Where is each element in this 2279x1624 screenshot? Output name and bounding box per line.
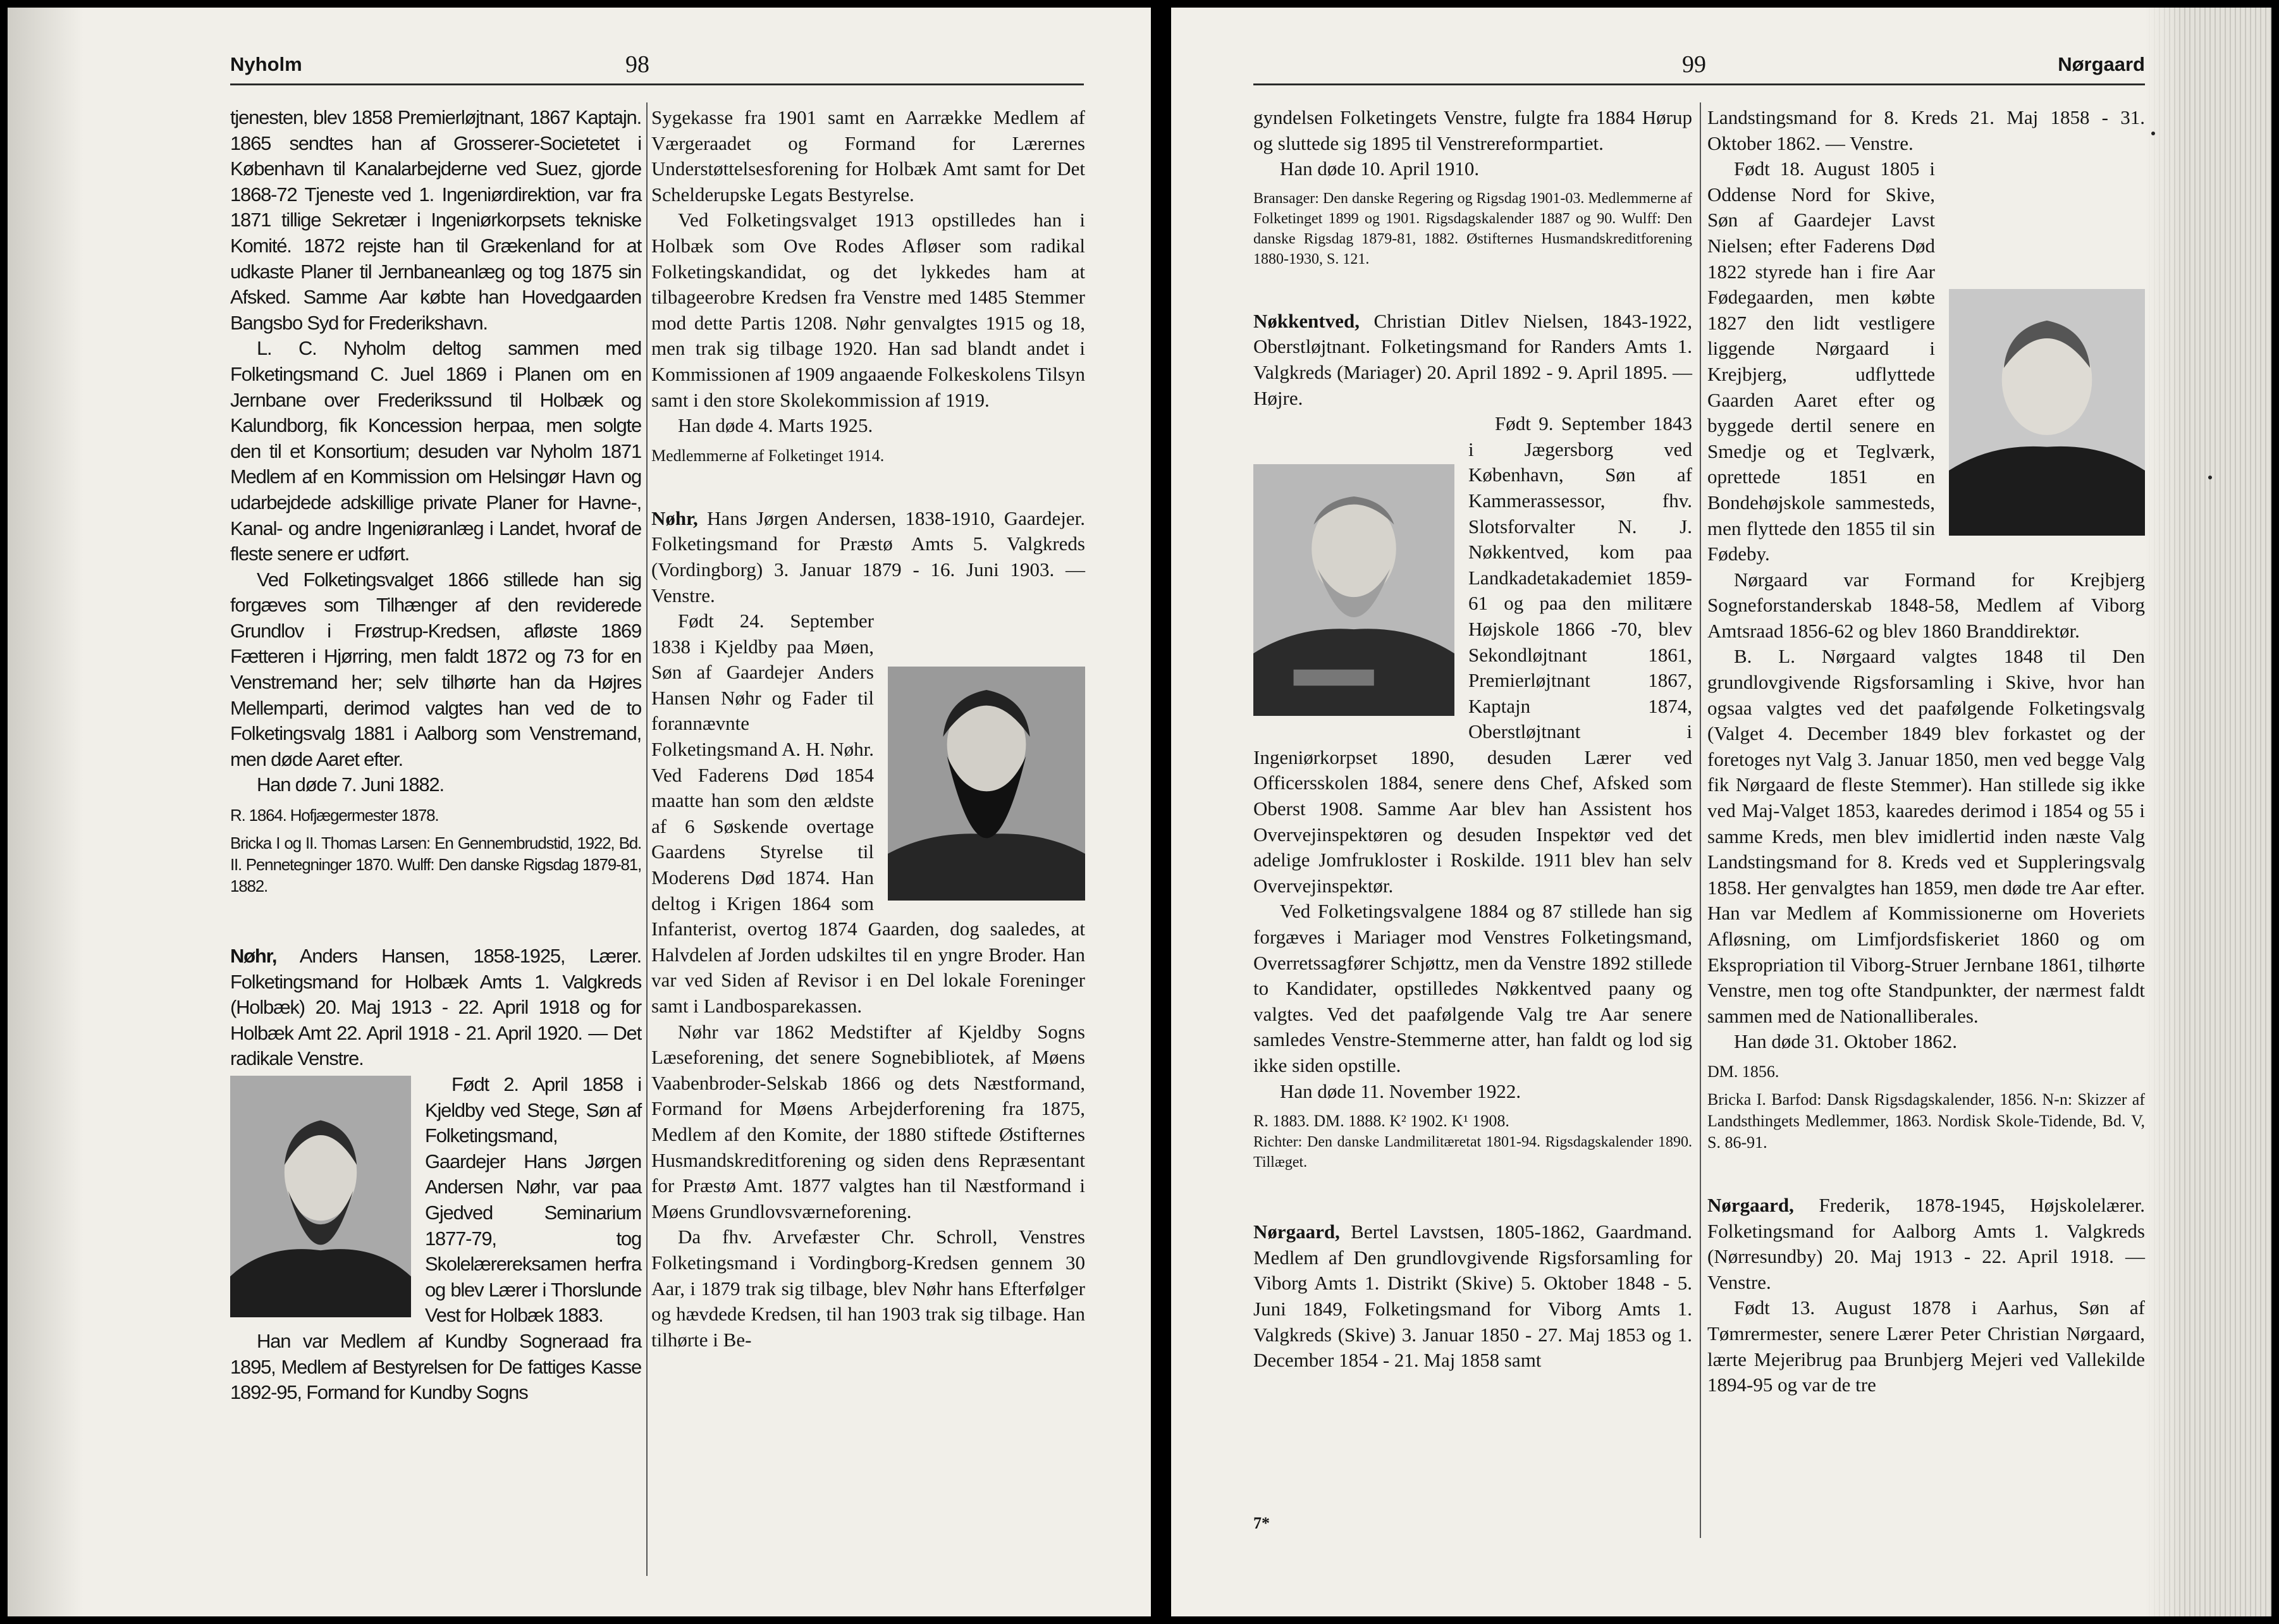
left-column-2 <box>651 105 1085 1616</box>
paragraph: Født 24. September 1838 i Kjeldby paa Møen, Søn af Gaardejer Anders Hansen Nøhr og Fader til forannævnte Folketingsmand A. H. Nøhr. Ved Faderens Død 1854 maatte han som den ældste af 6 Søskende overtage Gaardens Styrelse til Moderens Død 1874. Han deltog i Krigen 1864 som Infanterist, overtog 1874 Gaarden, dog saaledes, at Halvdelen af Jorden udskiltes til en yngre Broder. Han var ved Siden af Revisor i en Del lokale Foreninger samt i Landbosparekassen. <box>651 610 1085 1017</box>
paragraph: Han var Medlem af Kundby Sogneraad fra 1895, Medlem af Bestyrelsen for De fattiges Kasse 1892-95, Formand for Kundby Sogns <box>230 1329 641 1404</box>
right-running-header <box>1253 46 2145 85</box>
entry-heading: Nørgaard, Bertel Lavstsen, 1805-1862, Gaardmand. Medlem af Den grundlovgivende Rigsforsamling for Viborg Amts 1. Distrikt (Skive) 5. Oktober 1848 - 5. Juni 1849, Folketingsmand for Viborg Amts 1. Valgkreds (Skive) 3. Januar 1850 - 27. Maj 1853 og 1. December 1854 - 21. Maj 1858 samt <box>1253 1221 1692 1372</box>
right-page <box>1171 8 2271 1616</box>
death-date: Han døde 11. November 1922. <box>1280 1080 1521 1102</box>
paragraph: Ved Folketingsvalget 1866 stillede han sig forgæves som Tilhænger af den reviderede Grundlov i Frøstrup-Kredsen, afløste 1869 Fætteren i Hjørring, men faldt 1872 og 73 for en Venstremand her; selv tilhørte han da Højres Mellemparti, derimod valgtes han ved de to Folketingsvalg 1881 i Aalborg som Venstremand, men døde Aaret efter. <box>230 568 641 770</box>
paragraph: L. C. Nyholm deltog sammen med Folketingsmand C. Juel 1869 i Planen om en Jernbane over Frederikssund til Holbæk og Kalundborg, fik Koncession herpaa, men solgte den til et Konsortium; desuden var Nyholm 1871 Medlem af en Kommission om Helsingør Havn og udarbejdede adskillige private Planer for Havne-, Kanal- og andre Ingeniøranlæg i Landet, hvoraf de fleste senere er udført. <box>230 337 641 565</box>
paragraph: Født 18. August 1805 i Oddense Nord for Skive, Søn af Gaardejer Lavst Nielsen; efter Faderens Død 1822 styrede han i fire Aar Fødegaarden, men købte 1827 den lidt vestligere liggende Nørgaard i Krejbjerg, udflyttede Gaarden Aaret efter og byggede dertil senere en Smedje og et Teglværk, oprettede 1851 en Bondehøjskole sammesteds, men flyttede den 1855 til sin Fødeby. <box>1707 157 1935 565</box>
portrait-photo <box>230 1076 411 1317</box>
sources: Bransager: Den danske Regering og Rigsdag 1901-03. Medlemmerne af Folketinget 1899 og 1901. Rigsdagskalender 1887 og 90. Wulff: Den danske Rigsdag 1879-81, 1882. Østifternes Husmandskreditforening 1880-1930, S. 121. <box>1253 190 1692 268</box>
entry-name: Nøhr, <box>230 945 277 968</box>
signature-mark: 7* <box>1253 1514 1270 1532</box>
sources: Bricka I og II. Thomas Larsen: En Gennembrudstid, 1922, Bd. II. Pennetegninger 1870. Wulff: Den danske Rigsdag 1879-81, 1882. <box>230 834 641 896</box>
paragraph: Nøhr var 1862 Medstifter af Kjeldby Sogns Læseforening, det senere Sognebibliotek, af Møens Vaabenbroder-Selskab 1866 og dets Næstformand, Formand for Møens Arbejderforening fra 1875, Medlem af den Komite, der 1880 stiftede Østifternes Husmandskreditforening og siden dens Repræsentant for Præstø Amt. 1877 valgtes han til Næstformand i Møens Grundlovsværneforening. <box>651 1020 1085 1222</box>
print-speck <box>2208 476 2212 479</box>
left-running-header <box>230 46 1084 85</box>
paragraph: Født 13. August 1878 i Aarhus, Søn af Tømrermester, senere Lærer Peter Christian Nørgaard, lærte Mejeribrug paa Brunbjerg Mejeri ved Vallekilde 1894-95 og var de tre <box>1707 1296 2145 1396</box>
honours: DM. 1856. <box>1707 1062 1779 1081</box>
portrait-photo <box>1253 464 1454 716</box>
entry-heading: Nøhr, Hans Jørgen Andersen, 1838-1910, Gaardejer. Folketingsmand for Præstø Amts 5. Valgkreds (Vordingborg) 3. Januar 1879 - 16. Juni 1903. — Venstre. <box>651 507 1085 606</box>
entry-heading: Nøhr, Anders Hansen, 1858-1925, Lærer. Folketingsmand for Holbæk Amts 1. Valgkreds (Holbæk) 20. Maj 1913 - 22. April 1918 og for Holbæk Amt 22. April 1918 - 21. April 1920. — Det radikale Venstre. <box>230 945 641 1070</box>
paragraph: Sygekasse fra 1901 samt en Aarrække Medlem af Værgeraadet og Formand for Lærernes Understøttelsesforening for Holbæk Amt samt for Det Schelderupske Legats Bestyrelse. <box>651 106 1085 206</box>
entry-heading: Nørgaard, Frederik, 1878-1945, Højskolelærer. Folketingsmand for Aalborg Amts 1. Valgkreds (Nørresundby) 20. Maj 1913 - 22. April 1918. — Venstre. <box>1707 1193 2145 1293</box>
print-speck <box>2151 132 2155 135</box>
right-column-1 <box>1253 105 1692 1616</box>
entry-name: Nøhr, <box>651 507 698 529</box>
left-column-1 <box>230 105 641 1616</box>
column-rule <box>1700 102 1701 1538</box>
right-column-2 <box>1707 105 2145 1616</box>
paragraph: Nørgaard var Formand for Krejbjerg Sogneforstanderskab 1848-58, Medlem af Viborg Amtsraad 1856-62 og blev 1860 Branddirektør. <box>1707 568 2145 642</box>
page-edge-stack <box>2145 8 2271 1616</box>
paragraph: Landstingsmand for 8. Kreds 21. Maj 1858 - 31. Oktober 1862. — Venstre. <box>1707 106 2145 154</box>
paragraph: B. L. Nørgaard valgtes 1848 til Den grundlovgivende Rigsforsamling i Skive, hvor han ogsaa valgtes ved det paafølgende Folketingsvalg (Valget 4. December 1849 blev forkastet og der foretoges nyt Valg 3. Januar 1850, men ved begge Valg fik Nørgaard de fleste Stemmer). Han stillede sig ikke ved Maj-Valget 1853, kaaredes derimod i 1854 og 55 i samme Kreds, men blev imidlertid inden næste Valg Landstingsmand for 8. Kreds ved et Suppleringsvalg 1858. Her genvalgtes han 1859, men døde tre Aar efter. Han var Medlem af Kommissionerne om Hoveriets Afløsning, om Limfjordsfiskeriet 1860 og om Ekspropriation til Viborg-Struer Jernbane 1861, tilhørte Venstre, men tog ofte Standpunkter, der nærmest faldt sammen med de Nationalliberales. <box>1707 645 2145 1027</box>
running-head-name: Nørgaard <box>2058 53 2145 75</box>
page-edge-shadow <box>8 8 83 1616</box>
paragraph: Født 9. September 1843 i Jægersborg ved København, Søn af Kammerassessor, fhv. Slotsforvalter N. J. Nøkkentved, kom paa Landkadetakademiet 1859-61 og paa den militære Højskole 1866 -70, blev Sekondløjtnant 1861, Premierløjtnant 1867, Kaptajn 1874, Oberstløjtnant i Ingeniørkorpset 1890, desuden Lærer ved Officersskolen 1884, senere dens Chef, Afsked som Oberst 1908. Samme Aar blev han Assistent hos Overvejinspektøren og desuden Inspektør ved det adelige Jomfrukloster i Roskilde. 1911 blev han selv Overvejinspektør. <box>1253 412 1692 897</box>
portrait-photo <box>1949 289 2145 536</box>
portrait-photo <box>888 667 1085 901</box>
paragraph: tjenesten, blev 1858 Premierløjtnant, 1867 Kaptajn. 1865 sendtes han af Grosserer-Societetet i København til Kanalarbejderne ved Suez, gjorde 1868-72 Tjeneste ved 1. Ingeniørdirektion, var fra 1871 tillige Sekretær i Ingeniørkorpsets tekniske Komité. 1872 rejste han til Grækenland for at udkaste Planer til Jernbaneanlæg og tog 1875 sin Afsked. Samme Aar købte han Hovedgaarden Bangsbo Syd for Frederikshavn. <box>230 106 641 334</box>
sources: Richter: Den danske Landmilitæretat 1801-94. Rigsdagskalender 1890. Tillæget. <box>1253 1134 1692 1171</box>
death-date: Han døde 10. April 1910. <box>1280 157 1480 180</box>
paragraph: Ved Folketingsvalgene 1884 og 87 stillede han sig forgæves i Mariager mod Venstres Folketingsmand, Overretssagfører Schjøttz, men da Venstre 1892 stillede to Kandidater, opstilledes Nøkkentved paany og valgtes. Ved det paafølgende Valg tre Aar senere samledes Venstre-Stemmerne atter, han faldt og lod sig ikke siden opstille. <box>1253 900 1692 1076</box>
death-date: Han døde 7. Juni 1882. <box>257 773 444 796</box>
running-head-name: Nyholm <box>230 53 302 75</box>
page-number: 99 <box>1682 51 1706 78</box>
sources: Bricka I. Barfod: Dansk Rigsdagskalender, 1856. N-n: Skizzer af Landsthingets Medlemmer, 1863. Nordisk Skole-Tidende, Bd. V, S. 86-91. <box>1707 1090 2145 1152</box>
paragraph: Født 2. April 1858 i Kjeldby ved Stege, Søn af Folketingsmand, Gaardejer Hans Jørgen Andersen Nøhr, var paa Gjedved Seminarium 1877-79, tog Skolelærereksamen herfra og blev Lærer i Thorslunde Vest for Holbæk 1883. <box>425 1073 641 1327</box>
paragraph: Da fhv. Arvefæster Chr. Schroll, Venstres Folketingsmand i Vordingborg-Kredsen gennem 30 Aar, i 1879 trak sig tilbage, blev Nøhr hans Efterfølger og hævdede Kredsen, til han 1903 trak sig tilbage. Han tilhørte i Be- <box>651 1226 1085 1351</box>
honours: R. 1883. DM. 1888. K² 1902. K¹ 1908. <box>1253 1112 1509 1131</box>
honours: R. 1864. Hofjægermester 1878. <box>230 806 439 825</box>
paragraph: gyndelsen Folketingets Venstre, fulgte fra 1884 Hørup og sluttede sig 1895 til Venstrereformpartiet. <box>1253 106 1692 154</box>
entry-name: Nøkkentved, <box>1253 309 1360 332</box>
column-rule <box>646 102 648 1576</box>
entry-heading: Nøkkentved, Christian Ditlev Nielsen, 1843-1922, Oberstløjtnant. Folketingsmand for Randers Amts 1. Valgkreds (Mariager) 20. April 1892 - 9. April 1895. — Højre. <box>1253 309 1692 409</box>
death-date: Han døde 31. Oktober 1862. <box>1734 1030 1957 1053</box>
entry-name: Nørgaard, <box>1707 1193 1794 1216</box>
sources: Medlemmerne af Folketinget 1914. <box>651 446 885 465</box>
entry-name: Nørgaard, <box>1253 1221 1340 1243</box>
paragraph: Ved Folketingsvalget 1913 opstilledes han i Holbæk som Ove Rodes Afløser som radikal Folketingskandidat, og det lykkedes ham at tilbageerobre Kredsen fra Venstre med 1485 Stemmer mod dette Partis 1208. Nøhr genvalgtes 1915 og 18, men trak sig tilbage 1920. Han sad blandt andet i Kommissionen af 1909 angaaende Folkeskolens Tilsyn samt i den store Skolekommission af 1919. <box>651 209 1085 411</box>
death-date: Han døde 4. Marts 1925. <box>678 414 873 437</box>
left-page <box>8 8 1151 1616</box>
page-number: 98 <box>625 51 649 78</box>
